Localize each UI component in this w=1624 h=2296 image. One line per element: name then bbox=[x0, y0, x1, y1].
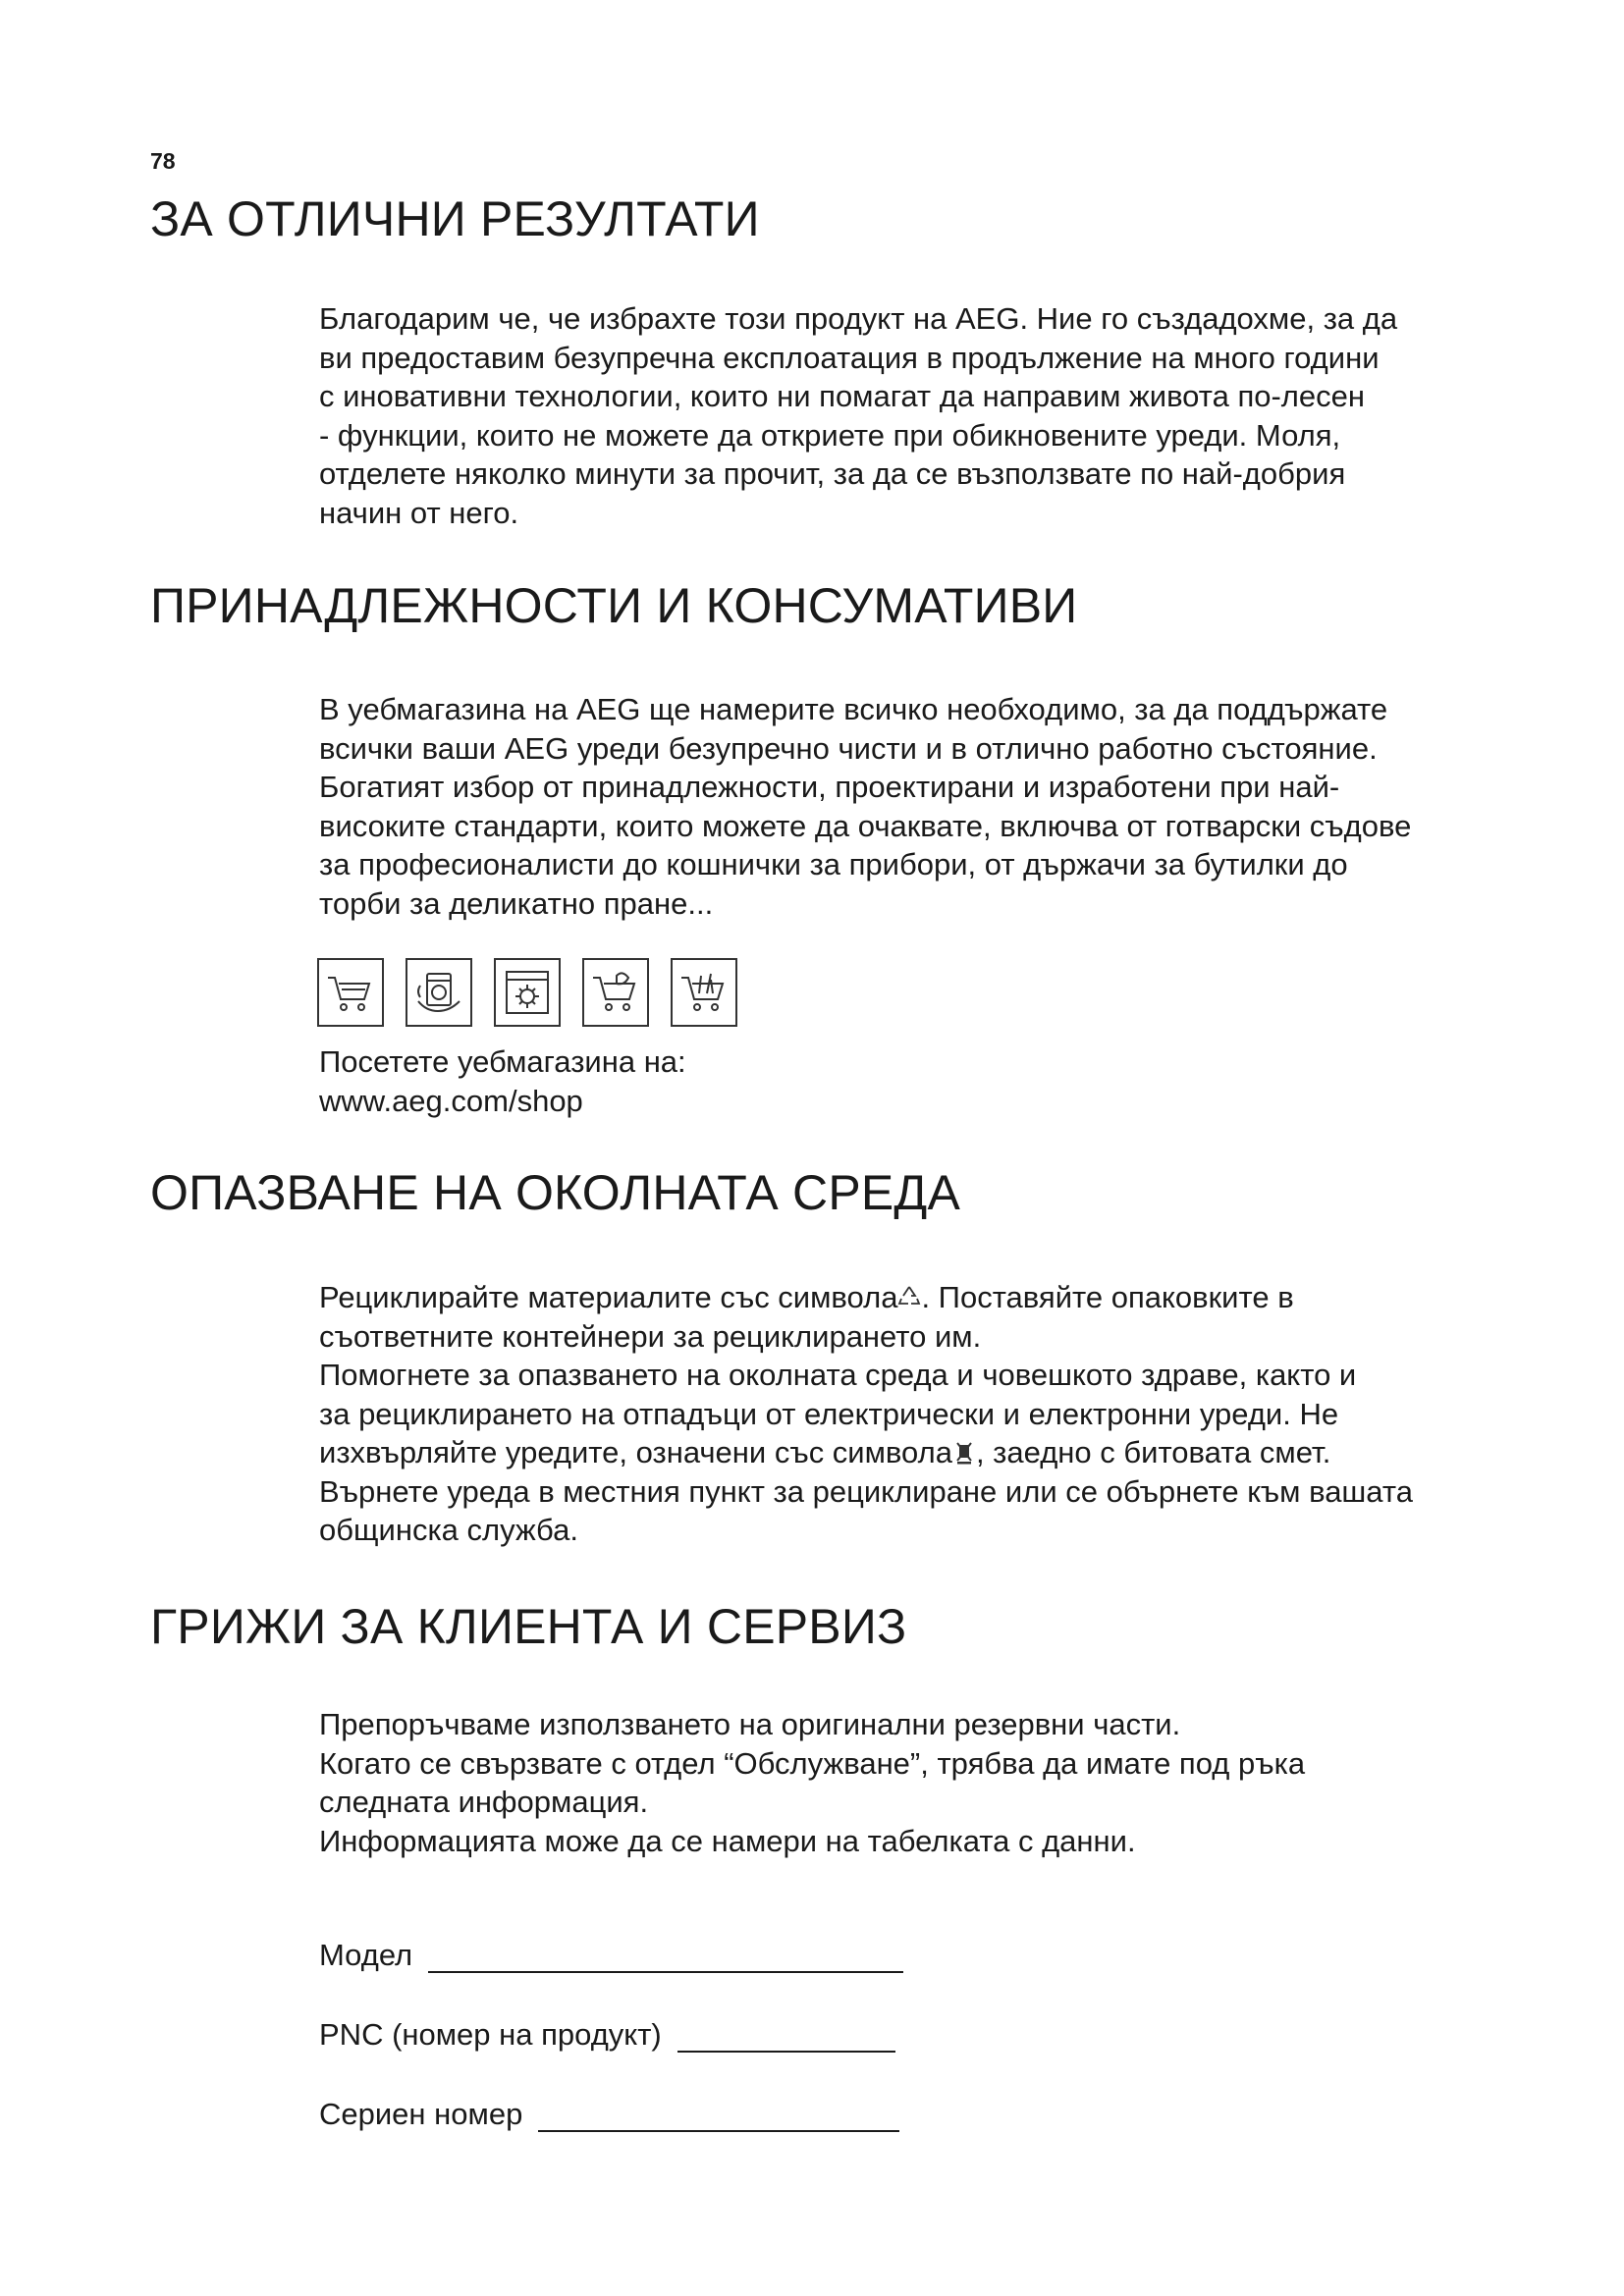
dishwasher-gear-icon bbox=[494, 958, 561, 1027]
webshop-icons bbox=[317, 958, 737, 1027]
intro-paragraph bbox=[319, 299, 1527, 532]
accessories-line: за професионалисти до кошнички за прибори, от държачи за бутилки до bbox=[319, 847, 1348, 881]
page-number: 78 bbox=[150, 148, 176, 174]
washing-machine-care-icon bbox=[406, 958, 472, 1027]
environment-line bbox=[319, 1433, 1527, 1472]
cart-bottles-icon bbox=[671, 958, 737, 1027]
environment-line: общинска служба. bbox=[319, 1513, 578, 1547]
environment-line bbox=[319, 1278, 1527, 1317]
environment-line: съответните контейнери за рециклирането им. bbox=[319, 1318, 982, 1354]
intro-line: начин от него. bbox=[319, 495, 519, 530]
accessories-line: Богатият избор от принадлежности, проектирани и изработени при най- bbox=[319, 770, 1340, 804]
model-field[interactable] bbox=[319, 1938, 903, 1973]
environment-line: Върнете уреда в местния пункт за рециклиране или се обърнете към вашата bbox=[319, 1473, 1413, 1509]
accessories-line: всички ваши AEG уреди безупречно чисти и в отлично работно състояние. bbox=[319, 730, 1378, 766]
intro-line: - функции, които не можете да откриете при обикновените уреди. Моля, bbox=[319, 417, 1341, 453]
service-line: Когато се свързвате с отдел “Обслужване”, трябва да имате под ръка bbox=[319, 1745, 1306, 1781]
shopping-cart-icon bbox=[317, 958, 384, 1027]
environment-line-part: изхвърляйте уредите, означени със символа bbox=[319, 1435, 952, 1469]
crossed-bin-icon bbox=[952, 1439, 976, 1465]
accessories-paragraph bbox=[319, 690, 1527, 923]
environment-paragraph bbox=[319, 1278, 1527, 1550]
service-line: Информацията може да се намери на табелката с данни. bbox=[319, 1823, 1136, 1858]
shop-url-link[interactable]: www.aeg.com/shop bbox=[319, 1083, 583, 1118]
accessories-line: високите стандарти, които можете да очаквате, включва от готварски съдове bbox=[319, 808, 1412, 843]
accessories-line: В уебмагазина на AEG ще намерите всичко необходимо, за да поддържате bbox=[319, 692, 1388, 726]
webshop-visit bbox=[319, 1042, 1527, 1120]
environment-line: за рециклирането на отпадъци от електрически и електронни уреди. Не bbox=[319, 1396, 1339, 1431]
pnc-field[interactable] bbox=[319, 2017, 895, 2053]
environment-line-part: , заедно с битовата смет. bbox=[975, 1435, 1331, 1469]
service-line: следната информация. bbox=[319, 1785, 649, 1819]
recycle-icon bbox=[897, 1284, 921, 1309]
pnc-label: PNC (номер на продукт) bbox=[319, 2017, 662, 2052]
model-label: Модел bbox=[319, 1938, 413, 1972]
environment-line: Помогнете за опазването на околната среда и човешкото здраве, както и bbox=[319, 1358, 1357, 1392]
serial-label: Сериен номер bbox=[319, 2097, 523, 2131]
service-paragraph bbox=[319, 1705, 1527, 1860]
heading-customer-service: ГРИЖИ ЗА КЛИЕНТА И СЕРВИЗ bbox=[150, 1599, 907, 1654]
heading-environment: ОПАЗВАНЕ НА ОКОЛНАТА СРЕДА bbox=[150, 1165, 961, 1220]
serial-field[interactable] bbox=[319, 2097, 899, 2132]
intro-line: с иновативни технологии, които ни помагат да направим живота по-лесен bbox=[319, 379, 1365, 413]
environment-line-part: Рециклирайте материалите със символа bbox=[319, 1280, 898, 1314]
service-line: Препоръчваме използването на оригинални резервни части. bbox=[319, 1707, 1181, 1741]
pnc-input-line[interactable] bbox=[677, 2025, 895, 2053]
environment-line-part: . Поставяйте опаковките в bbox=[921, 1280, 1294, 1314]
heading-accessories: ПРИНАДЛЕЖНОСТИ И КОНСУМАТИВИ bbox=[150, 578, 1078, 633]
intro-line: отделете няколко минути за прочит, за да се възползвате по най-добрия bbox=[319, 456, 1346, 491]
cart-accessories-icon bbox=[582, 958, 649, 1027]
visit-label: Посетете уебмагазина на: bbox=[319, 1044, 686, 1079]
heading-excellent-results: ЗА ОТЛИЧНИ РЕЗУЛТАТИ bbox=[150, 191, 760, 246]
model-input-line[interactable] bbox=[428, 1946, 903, 1973]
accessories-line: торби за деликатно пране... bbox=[319, 885, 714, 921]
intro-line: Благодарим че, че избрахте този продукт на AEG. Ние го създадохме, за да bbox=[319, 301, 1398, 336]
intro-line: ви предоставим безупречна експлоатация в продължение на много години bbox=[319, 340, 1380, 375]
serial-input-line[interactable] bbox=[538, 2105, 899, 2132]
